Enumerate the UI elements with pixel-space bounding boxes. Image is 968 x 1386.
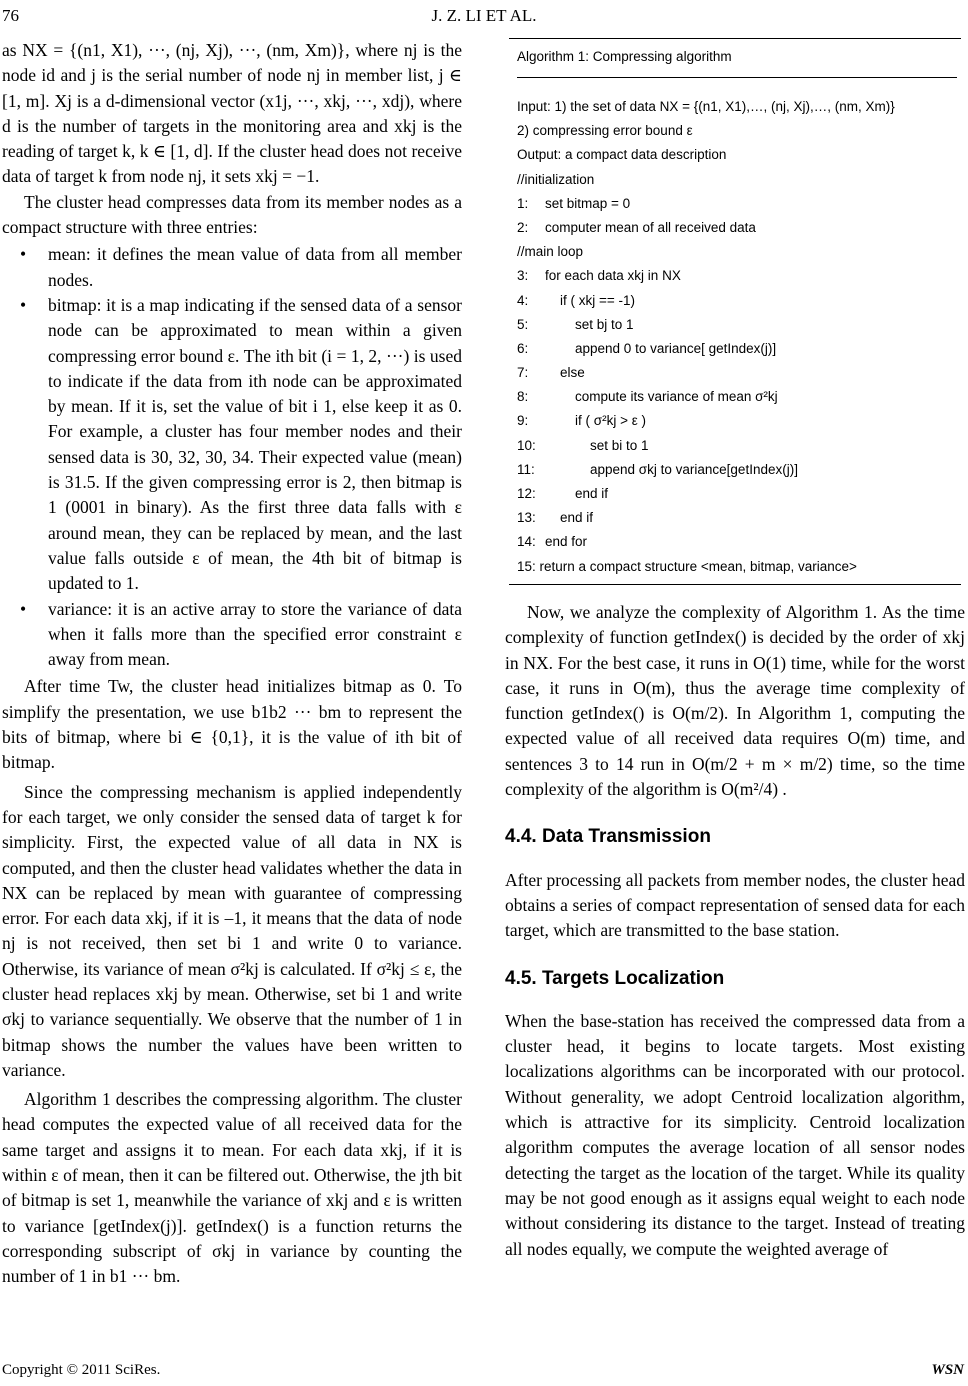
section-heading: 4.5. Targets Localization xyxy=(505,967,725,989)
line-text: 15: return a compact structure <mean, bitmap, variance> xyxy=(517,558,857,574)
algorithm-line xyxy=(517,289,957,313)
line-number: 12: xyxy=(517,486,536,501)
line-text: set bi to 1 xyxy=(545,437,649,453)
line-number: 2: xyxy=(517,219,529,235)
line-text: if ( σ²kj > ε ) xyxy=(545,413,646,429)
line-number: 10: xyxy=(517,437,536,453)
journal-name: WSN xyxy=(931,1362,964,1378)
algorithm-line xyxy=(517,119,957,143)
algorithm-box xyxy=(509,38,961,585)
algorithm-line xyxy=(517,264,957,288)
page-header xyxy=(0,6,968,30)
algorithm-line xyxy=(517,385,957,409)
algorithm-line xyxy=(517,530,957,554)
running-title: J. Z. LI ET AL. xyxy=(431,6,537,25)
line-number: 14: xyxy=(517,534,536,550)
line-text: //initialization xyxy=(517,171,595,187)
line-number: 1: xyxy=(517,195,529,211)
algorithm-line xyxy=(517,434,957,458)
algorithm-line xyxy=(517,482,957,506)
paragraph: Since the compressing mechanism is applied independently for each target, we only consider the sensed data of target k for simplicity. First, the expected value of all data in NX is computed, and then the cluster head validates whether the data in NX can be replaced by mean with guarantee of compressing error. For each data xkj, if it is –1, it means that the data of node nj is not received, then set bi 1 and write 0 to variance. Otherwise, its variance of mean σ²kj is calculated. If σ²kj ≤ ε, the cluster head replaces xkj by mean. Otherwise, set bi 1 and write σkj to variance sequentially. We observe that the number of 1 in bitmap shows the number the values have been written to variance. xyxy=(2,781,462,1080)
algorithm-line xyxy=(517,143,957,167)
line-text: else xyxy=(545,365,585,381)
line-text: set bj to 1 xyxy=(545,316,634,332)
line-text: Input: 1) the set of data NX = {(n1, X1),…, (nj, Xj),…, (nm, Xm)} xyxy=(517,99,895,114)
line-text: 2) compressing error bound ε xyxy=(517,123,693,139)
line-text: compute its variance of mean σ²kj xyxy=(545,389,778,405)
line-number: 3: xyxy=(517,268,529,284)
line-text: append σkj to variance[getIndex(j)] xyxy=(545,461,798,477)
paragraph: The cluster head compresses data from its member nodes as a compact structure with three entries: xyxy=(2,191,462,238)
algorithm-line xyxy=(517,361,957,385)
paragraph: Algorithm 1 describes the compressing algorithm. The cluster head computes the expected value of all received data for the same target and assigns it to mean. For each data xkj, if it is within ε of mean, then it can be filtered out. Otherwise, the jth bit of bitmap is set 1, meanwhile the variance of xkj and ε is written to variance [getIndex(j)]. getIndex() is a function returns the corresponding subscript of σkj in variance by counting the number of 1 in b1 ··· bm. xyxy=(2,1089,462,1287)
list-item-variance: • variance: it is an active array to store the variance of data when it falls more than the specified error constraint ε away from mean. xyxy=(2,597,462,673)
line-text: for each data xkj in NX xyxy=(545,268,681,284)
page-number: 76 xyxy=(2,6,19,25)
intro-paragraph: as NX = {(n1, X1), ···, (nj, Xj), ···, (nm, Xm)}, where nj is the node id and j is the serial number of node nj in member list, j ∈ [1, m]. Xj is a d-dimensional vector (x1j, ···, xkj, ···, xdj), where d is the number of targets in the monitoring area and xkj is the reading of target k, k ∈ [1, d]. If the cluster head does not receive data of target k from node nj, it sets xkj = −1. xyxy=(2,40,462,187)
line-number: 6: xyxy=(517,340,529,356)
line-number: 13: xyxy=(517,510,536,526)
line-text: computer mean of all received data xyxy=(545,219,756,235)
algorithm-line xyxy=(517,458,957,482)
section-heading: 4.4. Data Transmission xyxy=(505,826,711,848)
line-text: set bitmap = 0 xyxy=(545,195,631,211)
line-number: 9: xyxy=(517,413,529,429)
line-number: 11: xyxy=(517,461,535,477)
algorithm-line xyxy=(517,95,957,119)
line-text: //main loop xyxy=(517,244,584,260)
line-number: 4: xyxy=(517,292,529,308)
left-column xyxy=(2,38,462,1290)
copyright: Copyright © 2011 SciRes. xyxy=(2,1362,161,1378)
line-text: end for xyxy=(545,534,588,550)
algorithm-line xyxy=(517,506,957,530)
algorithm-line xyxy=(517,216,957,240)
algorithm-line xyxy=(517,192,957,216)
algorithm-line xyxy=(517,409,957,433)
paragraph: When the base-station has received the compressed data from a cluster head, it begins to locate targets. Most existing localizations algorithms can be incorporated with our protocol. Without generality, we adopt Centroid localization algorithm, which is attractive for its simplicity. Centroid localization algorithm computes the average location of all sensor nodes detecting the target as the location of the target. While its quality may be not good enough as it assigns equal weight to each node without considering its distance to the target. Instead of treating all nodes equally, we compute the weighted average of xyxy=(505,1010,965,1259)
line-text: append 0 to variance[ getIndex(j)] xyxy=(545,340,777,356)
line-text: end if xyxy=(545,510,594,526)
list-item-mean: • mean: it defines the mean value of data from all member nodes. xyxy=(2,242,462,293)
algorithm-line xyxy=(517,240,957,264)
line-number: 5: xyxy=(517,316,529,332)
algorithm-title: Algorithm 1: Compressing algorithm xyxy=(517,49,957,78)
right-column xyxy=(505,600,965,1262)
paragraph: After time Tw, the cluster head initializes bitmap as 0. To simplify the presentation, we use b1b2 ··· bm to represent the bits of bitmap, where bi ∈ {0,1}, it is the value of ith bit of bitmap. xyxy=(2,676,462,773)
algorithm-body xyxy=(517,95,957,579)
line-text: if ( xkj == -1) xyxy=(545,292,636,308)
paragraph: Now, we analyze the complexity of Algorithm 1. As the time complexity of function getIndex() is decided by the order of xkj in NX. For the best case, it runs in O(1) time, while for the worst case, it runs in O(m), thus the average time complexity of function getIndex() is O(m/2). In Algorithm 1, computing the expected value of all received data requires O(m) time, and sentences 3 to 14 run in O(m/2 + m × m/2) time, so the time complexity of the algorithm is O(m²/4) . xyxy=(505,602,965,800)
line-number: 8: xyxy=(517,389,529,405)
paragraph: After processing all packets from member nodes, the cluster head obtains a series of compact representation of sensed data for each target, which are transmitted to the base station. xyxy=(505,869,965,941)
algorithm-line xyxy=(517,337,957,361)
line-text: end if xyxy=(545,486,609,501)
line-text: Output: a compact data description xyxy=(517,147,727,163)
algorithm-line xyxy=(517,168,957,192)
list-item-bitmap: • bitmap: it is a map indicating if the sensed data of a sensor node can be approximated to mean within a given compressing error bound ε. The ith bit (i = 1, 2, ···) is used to indicate if the data from ith node can be approximated by mean. If it is, set the value of bit i 1, else keep it as 0. For example, a cluster has four member nodes and their sensed data is 30, 32, 30, 34. Their expected value (mean) is 31.5. If the given compressing error is 2, then bitmap is 1 (0001 in binary). As the first three data falls with ε around mean, they can be replaced by mean, and the last value falls outside ε of mean, the 4th bit of bitmap is updated to 1. xyxy=(2,293,462,597)
algorithm-line xyxy=(517,555,957,579)
algorithm-line xyxy=(517,313,957,337)
entry-list xyxy=(2,242,462,672)
line-number: 7: xyxy=(517,365,529,381)
